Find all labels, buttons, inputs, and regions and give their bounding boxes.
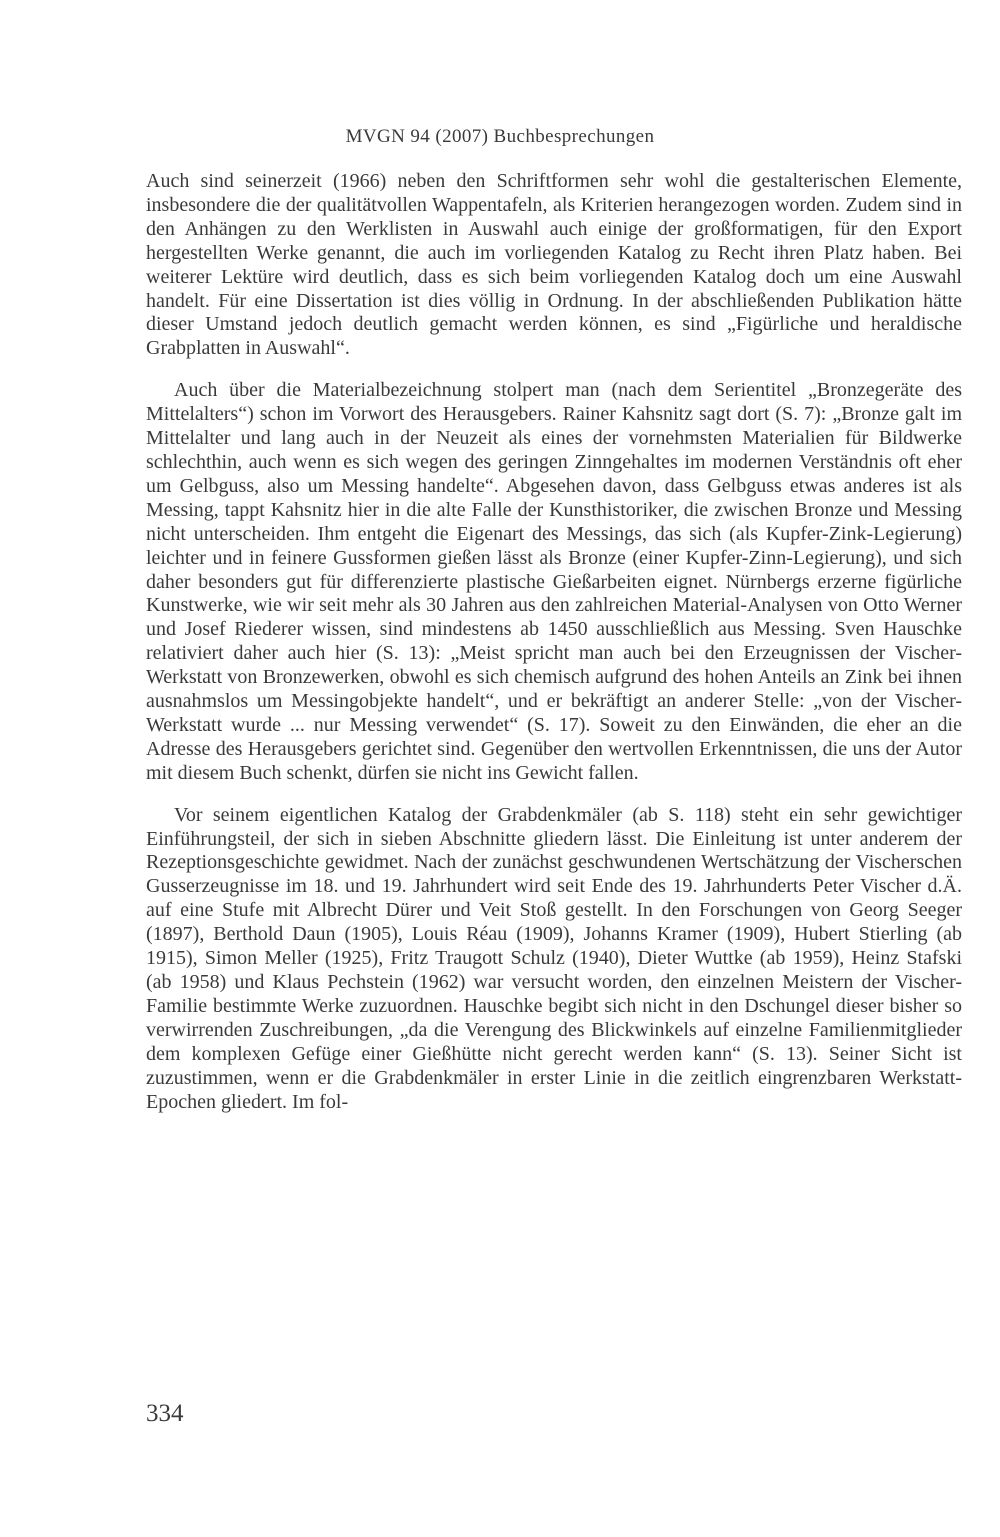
- page-number: 334: [146, 1400, 184, 1427]
- body-text: [146, 170, 962, 1114]
- paragraph-3: Vor seinem eigentlichen Katalog der Grabdenkmäler (ab S. 118) steht ein sehr gewichtiger Einführungsteil, der sich in sieben Abschnitte gliedern lässt. Die Einleitung ist unter anderem der Rezeptionsgeschichte gewidmet. Nach der zunächst geschwundenen Wertschätzung der Vischerschen Gusserzeugnisse im 18. und 19. Jahrhundert wird seit Ende des 19. Jahrhunderts Peter Vischer d.Ä. auf eine Stufe mit Albrecht Dürer und Veit Stoß gestellt. In den Forschungen von Georg Seeger (1897), Berthold Daun (1905), Louis Réau (1909), Johanns Kramer (1909), Hubert Stierling (ab 1915), Simon Meller (1925), Fritz Traugott Schulz (1940), Dieter Wuttke (ab 1959), Heinz Stafski (ab 1958) und Klaus Pechstein (1962) war versucht worden, den einzelnen Meistern der Vischer-Familie bestimmte Werke zuzuordnen. Hauschke begibt sich nicht in den Dschungel dieser bisher so verwirrenden Zuschreibungen, „da die Verengung des Blickwinkels auf einzelne Familienmitglieder dem komplexen Gefüge einer Gießhütte nicht gerecht werden kann“ (S. 13). Seiner Sicht ist zuzustimmen, wenn er die Grabdenkmäler in erster Linie in die zeitlich eingrenzbaren Werkstatt-Epochen gliedert. Im fol-: [146, 803, 962, 1113]
- paragraph-2: Auch über die Materialbezeichnung stolpert man (nach dem Serientitel „Bronzegeräte des Mittelalters“) schon im Vorwort des Herausgebers. Rainer Kahsnitz sagt dort (S. 7): „Bronze galt im Mittelalter und lang auch in der Neuzeit als eines der vornehmsten Materialien für Bildwerke schlechthin, auch wenn es sich wegen des geringen Zinngehaltes im modernen Verständnis oft eher um Gelbguss, also um Messing handelte“. Abgesehen davon, dass Gelbguss etwas anderes ist als Messing, tappt Kahsnitz hier in die alte Falle der Kunsthistoriker, die zwischen Bronze und Messing nicht unterscheiden. Ihm entgeht die Eigenart des Messings, das sich (als Kupfer-Zink-Legierung) leichter und in feinere Gussformen gießen lässt als Bronze (einer Kupfer-Zinn-Legierung), und sich daher besonders gut für differenzierte plastische Gießarbeiten eignet. Nürnbergs erzerne figürliche Kunstwerke, wie wir seit mehr als 30 Jahren aus den zahlreichen Material-Analysen von Otto Werner und Josef Riederer wissen, sind mindestens ab 1450 ausschließlich aus Messing. Sven Hauschke relativiert daher auch hier (S. 13): „Meist spricht man auch bei den Erzeugnissen der Vischer-Werkstatt von Bronzewerken, obwohl es sich chemisch aufgrund des hohen Anteils an Zink bei ihnen ausnahmslos um Messingobjekte handelt“, und er bekräftigt an anderer Stelle: „von der Vischer-Werkstatt wurde ... nur Messing verwendet“ (S. 17). Soweit zu den Einwänden, die eher an die Adresse des Herausgebers gerichtet sind. Gegenüber den wertvollen Erkenntnissen, die uns der Autor mit diesem Buch schenkt, dürfen sie nicht ins Gewicht fallen.: [146, 379, 962, 784]
- paragraph-1: Auch sind seinerzeit (1966) neben den Schriftformen sehr wohl die gestalterischen Elemente, insbesondere die der qualitätvollen Wappentafeln, als Kriterien herangezogen worden. Zudem sind in den Anhängen zu den Werklisten in Auswahl auch einige der großformatigen, für den Export hergestellten Werke genannt, die auch im vorliegenden Katalog zu Recht ihren Platz haben. Bei weiterer Lektüre wird deutlich, dass es sich beim vorliegenden Katalog doch um eine Auswahl handelt. Für eine Dissertation ist dies völlig in Ordnung. In der abschließenden Publikation hätte dieser Umstand jedoch deutlich gemacht werden können, es sind „Figürliche und heraldische Grabplatten in Auswahl“.: [146, 170, 962, 360]
- running-head: MVGN 94 (2007) Buchbesprechungen: [345, 126, 655, 147]
